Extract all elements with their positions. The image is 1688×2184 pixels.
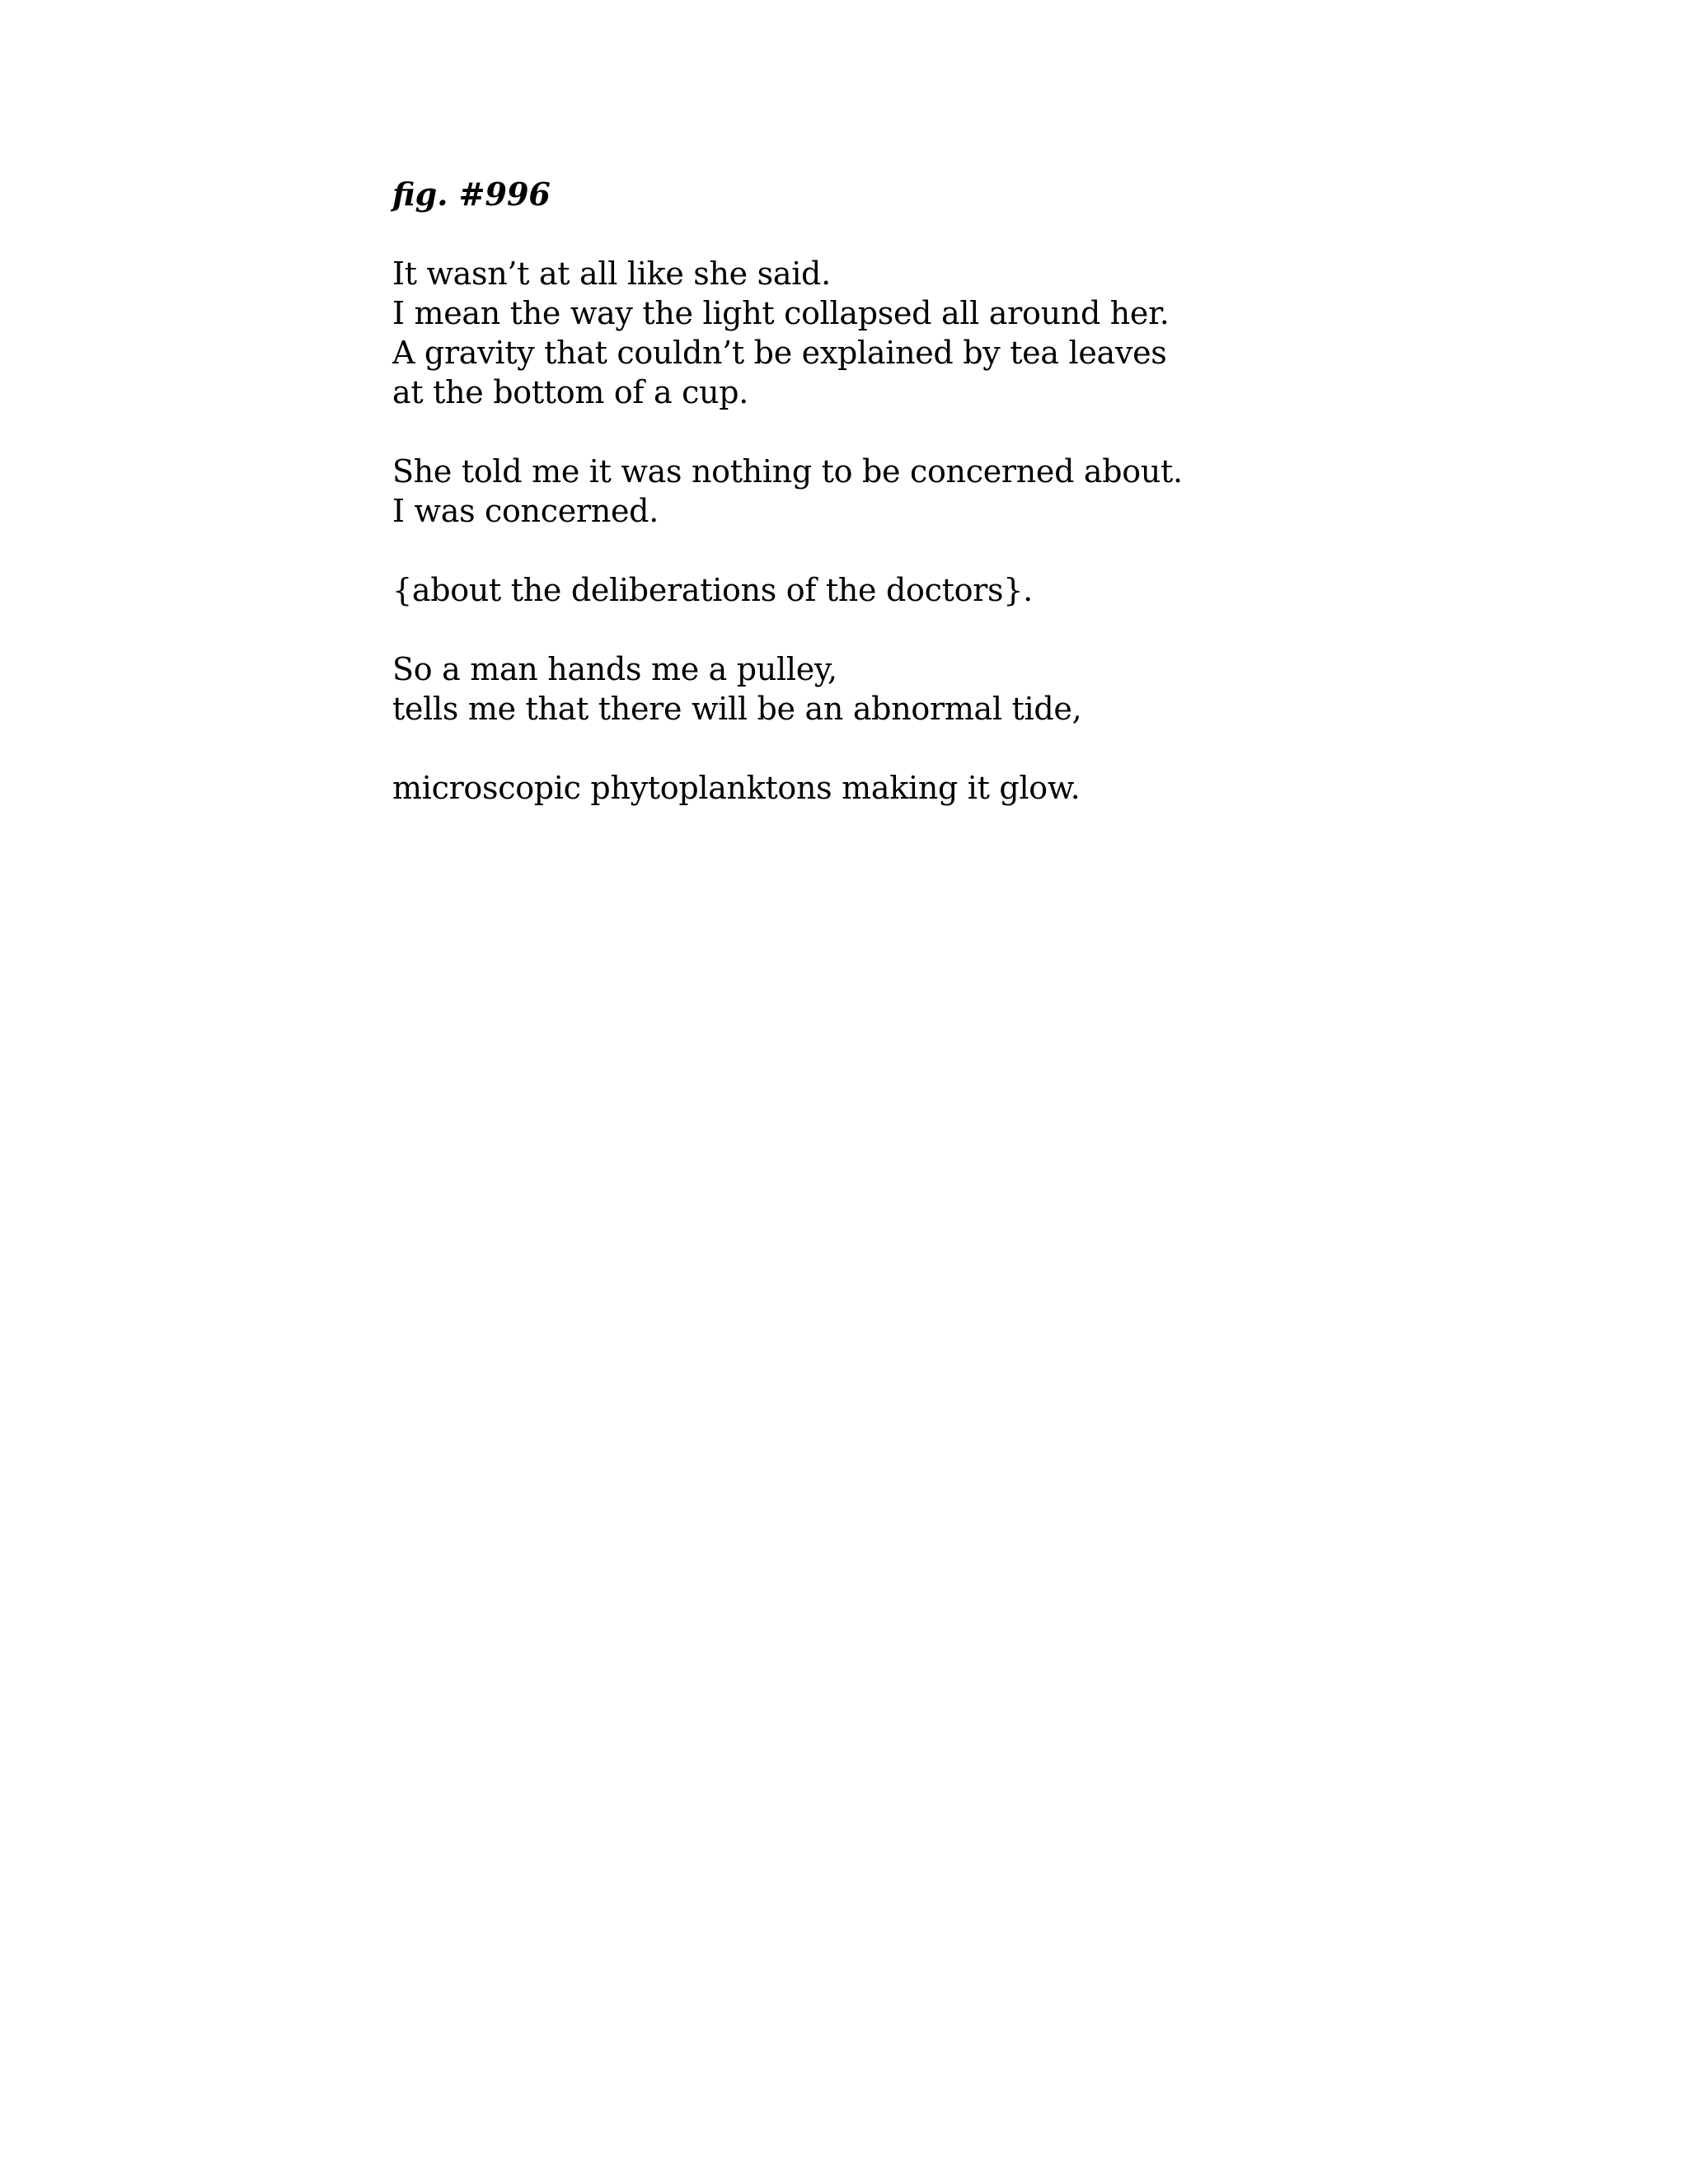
- poem-line: She told me it was nothing to be concerned about.: [392, 453, 1183, 490]
- poem-line: I mean the way the light collapsed all around her.: [392, 295, 1170, 331]
- stanza-5: [392, 768, 1299, 808]
- poem-line: microscopic phytoplanktons making it glow.: [392, 770, 1081, 806]
- stanza-2: [392, 452, 1299, 531]
- poem: [392, 175, 1299, 847]
- poem-line: {about the deliberations of the doctors}.: [392, 572, 1033, 608]
- poem-line: It wasn’t at all like she said.: [392, 255, 831, 292]
- poem-line: A gravity that couldn’t be explained by tea leaves: [392, 335, 1167, 371]
- poem-line: at the bottom of a cup.: [392, 374, 749, 410]
- poem-line: tells me that there will be an abnormal tide,: [392, 691, 1082, 727]
- stanza-4: [392, 649, 1299, 729]
- poem-line: I was concerned.: [392, 493, 659, 529]
- poem-line: So a man hands me a pulley,: [392, 651, 837, 687]
- stanza-3: [392, 570, 1299, 610]
- stanza-1: [392, 254, 1299, 412]
- poem-title: fig. #996: [392, 176, 551, 213]
